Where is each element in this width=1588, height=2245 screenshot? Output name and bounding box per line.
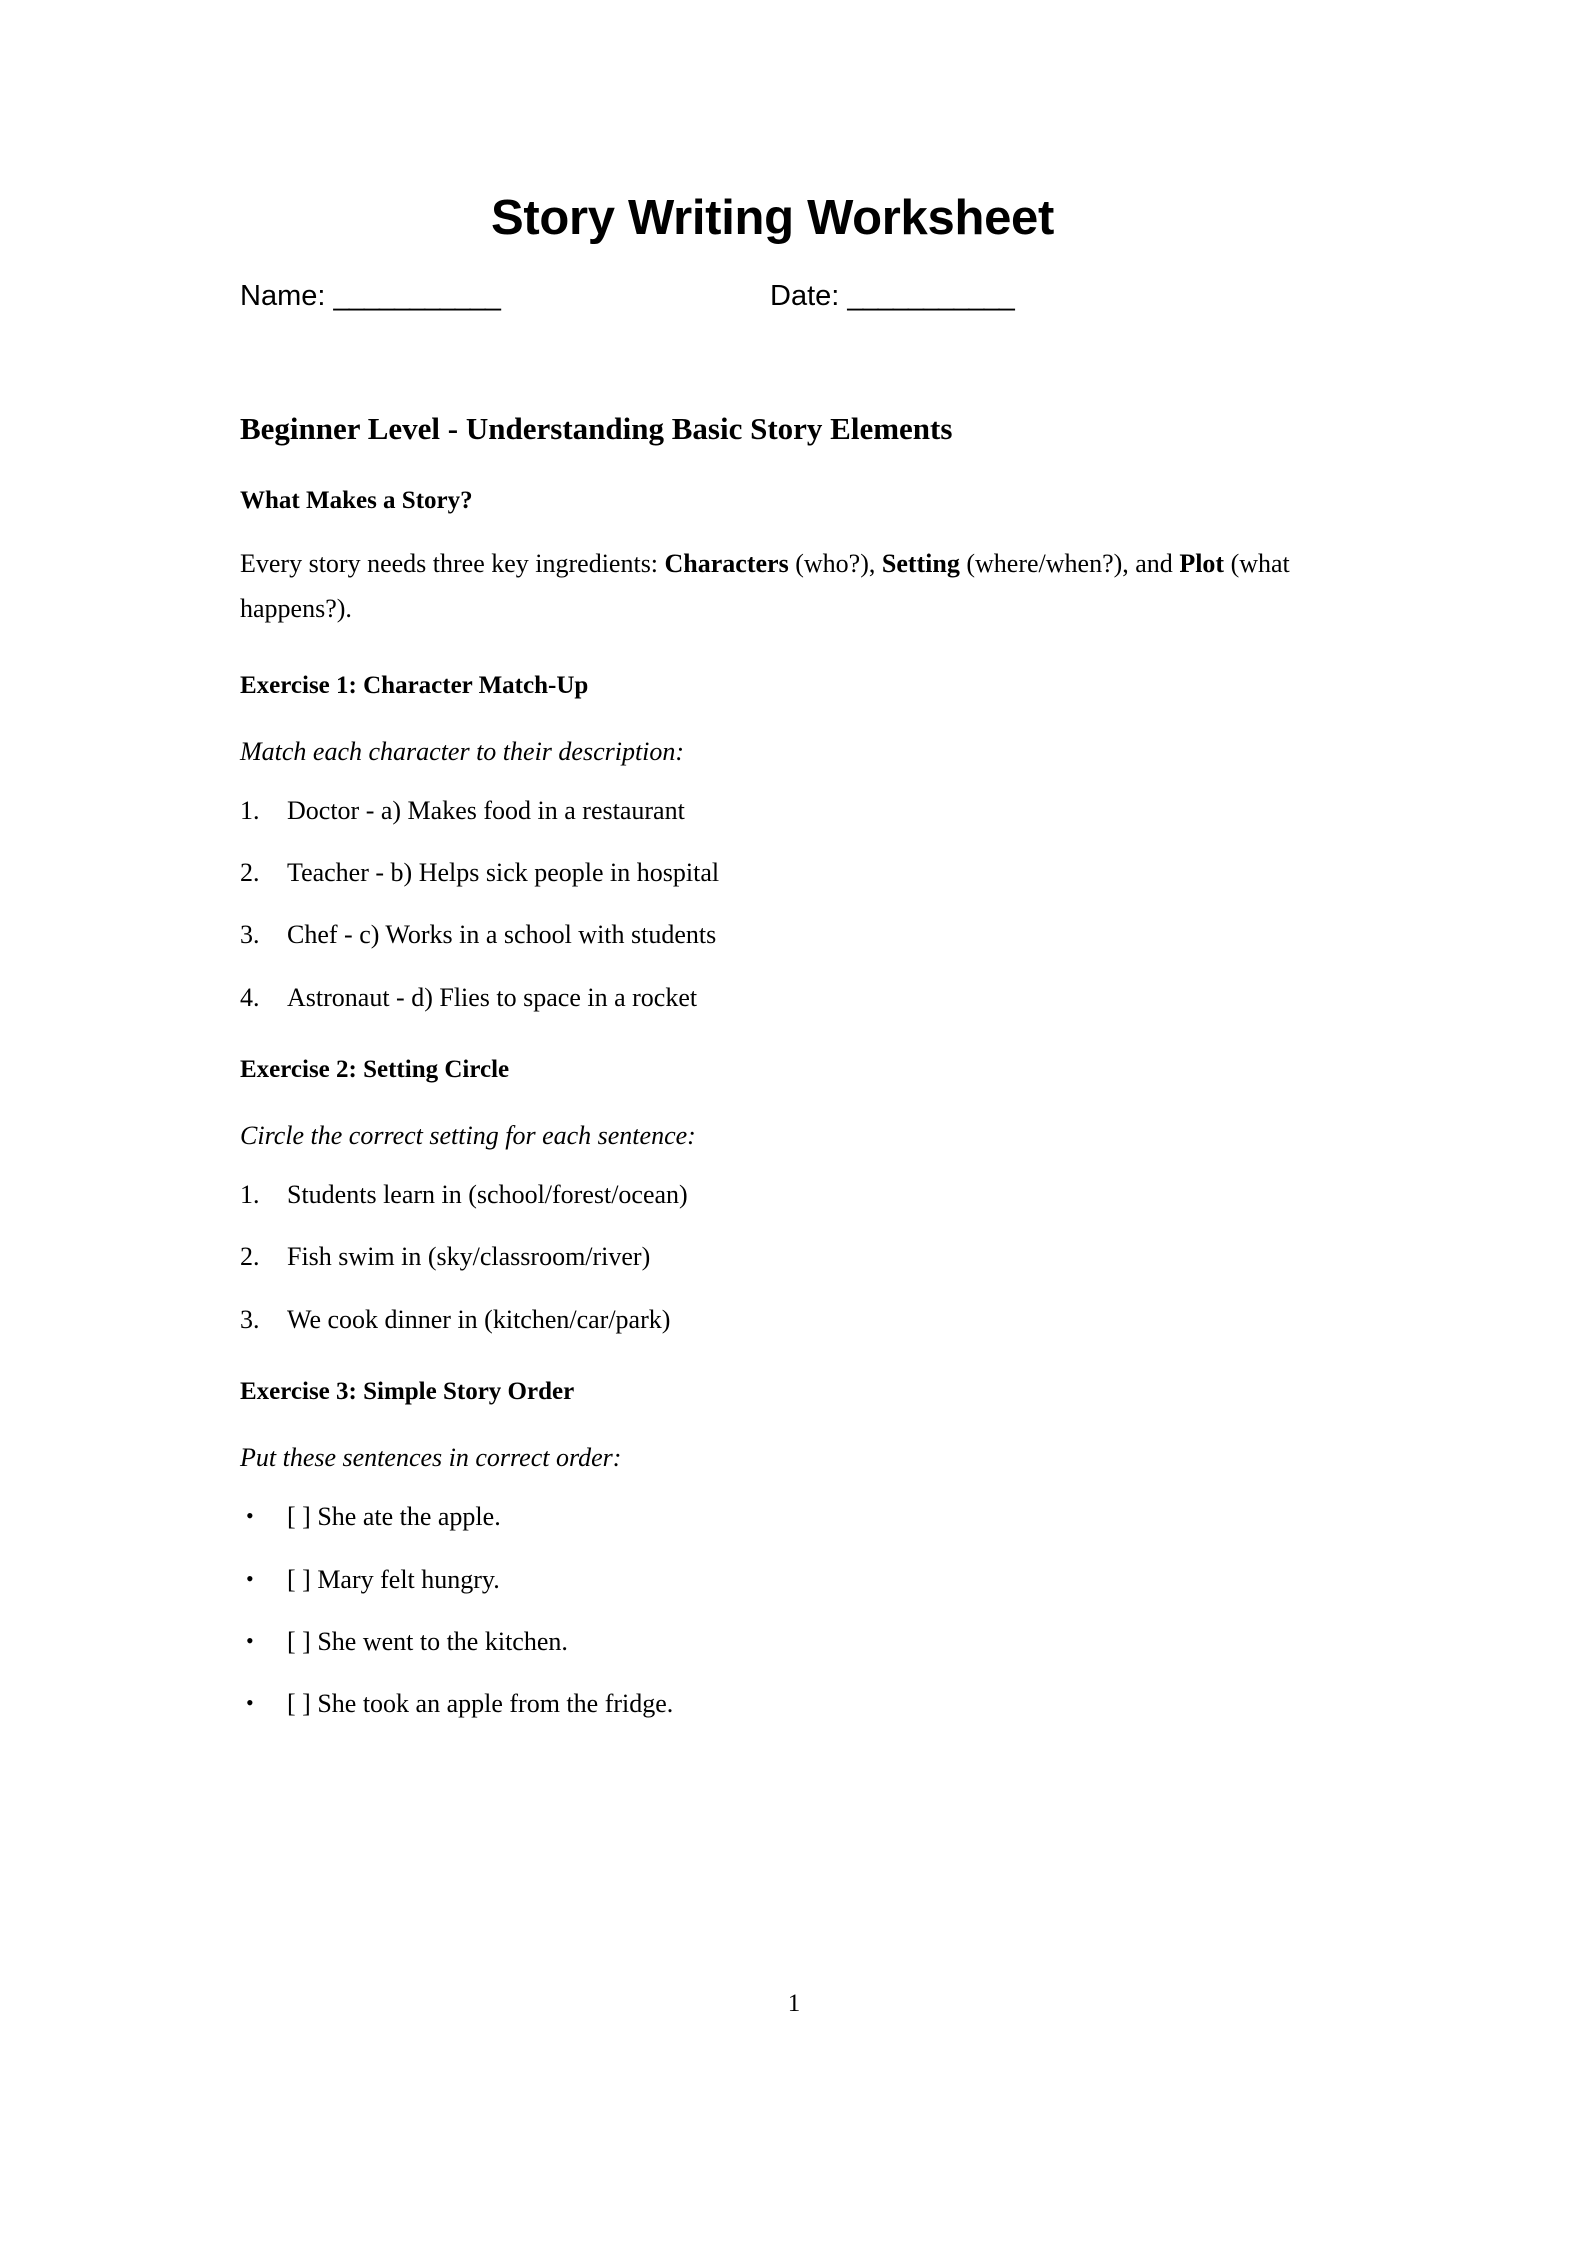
exercise-3-instruction: Put these sentences in correct order: — [240, 1443, 622, 1473]
name-blank-line: ___________ — [333, 279, 500, 312]
term-characters: Characters — [664, 549, 789, 579]
sub-heading-what-makes-a-story: What Makes a Story? — [240, 487, 473, 515]
list-item[interactable] — [240, 1302, 1305, 1338]
list-item-text: Astronaut - d) Flies to space in a rocket — [287, 982, 698, 1012]
date-field[interactable] — [770, 280, 1014, 313]
exercise-1-list — [240, 771, 1305, 1017]
bullet-icon: • — [246, 1503, 254, 1529]
list-item-text: [ ] She ate the apple. — [287, 1502, 501, 1532]
list-item-text: [ ] Mary felt hungry. — [287, 1564, 500, 1594]
page-title: Story Writing Worksheet — [490, 191, 1055, 245]
bullet-icon: • — [246, 1565, 254, 1591]
section-heading: Beginner Level - Understanding Basic Story Elements — [240, 410, 953, 446]
list-item-text: Doctor - a) Makes food in a restaurant — [287, 795, 685, 825]
name-field[interactable] — [240, 280, 500, 313]
term-plot: Plot — [1179, 549, 1225, 579]
exercise-3-heading: Exercise 3: Simple Story Order — [240, 1378, 575, 1406]
list-item[interactable] — [240, 1562, 1305, 1598]
intro-text-1: Every story needs three key ingredients: — [240, 549, 665, 579]
list-item[interactable] — [240, 1177, 1305, 1213]
list-item-text: Students learn in (school/forest/ocean) — [287, 1180, 688, 1210]
list-item-text: Teacher - b) Helps sick people in hospital — [287, 857, 720, 887]
bullet-icon: • — [246, 1628, 254, 1654]
exercise-2-list — [240, 1155, 1305, 1338]
list-item-text: [ ] She went to the kitchen. — [287, 1627, 568, 1657]
list-marker: 1. — [240, 795, 260, 825]
date-label: Date: — [770, 279, 840, 312]
date-blank-line: ___________ — [847, 279, 1014, 312]
list-item[interactable] — [240, 980, 1305, 1016]
page-number: 1 — [787, 1990, 801, 2017]
list-item[interactable] — [240, 1499, 1305, 1535]
exercise-3-list — [240, 1477, 1305, 1723]
list-item-text: We cook dinner in (kitchen/car/park) — [287, 1304, 671, 1334]
list-item[interactable] — [240, 1624, 1305, 1660]
list-item[interactable] — [240, 855, 1305, 891]
name-label: Name: — [240, 279, 326, 312]
list-item-text: Fish swim in (sky/classroom/river) — [287, 1242, 651, 1272]
intro-paragraph — [240, 516, 1305, 631]
list-marker: 3. — [240, 1304, 260, 1334]
intro-text-3: (where/when?), and — [959, 549, 1180, 579]
exercise-2-heading: Exercise 2: Setting Circle — [240, 1056, 510, 1084]
exercise-1-heading: Exercise 1: Character Match-Up — [240, 671, 589, 699]
bullet-icon: • — [246, 1690, 254, 1716]
name-date-row — [240, 280, 1305, 326]
document-content — [240, 0, 1305, 1723]
list-marker: 2. — [240, 1242, 260, 1272]
exercise-1-instruction: Match each character to their description: — [240, 736, 685, 766]
intro-text-2: (who?), — [788, 549, 882, 579]
exercise-2-instruction: Circle the correct setting for each sentence: — [240, 1121, 696, 1151]
list-marker: 2. — [240, 857, 260, 887]
list-item[interactable] — [240, 793, 1305, 829]
list-item[interactable] — [240, 1239, 1305, 1275]
list-item[interactable] — [240, 917, 1305, 953]
list-item-text: Chef - c) Works in a school with students — [287, 920, 717, 950]
list-item[interactable] — [240, 1686, 1305, 1722]
list-marker: 1. — [240, 1180, 260, 1210]
intro-text-4: (what happens?). — [240, 549, 1290, 623]
list-item-text: [ ] She took an apple from the fridge. — [287, 1689, 674, 1719]
list-marker: 3. — [240, 920, 260, 950]
term-setting: Setting — [881, 549, 960, 579]
list-marker: 4. — [240, 982, 260, 1012]
